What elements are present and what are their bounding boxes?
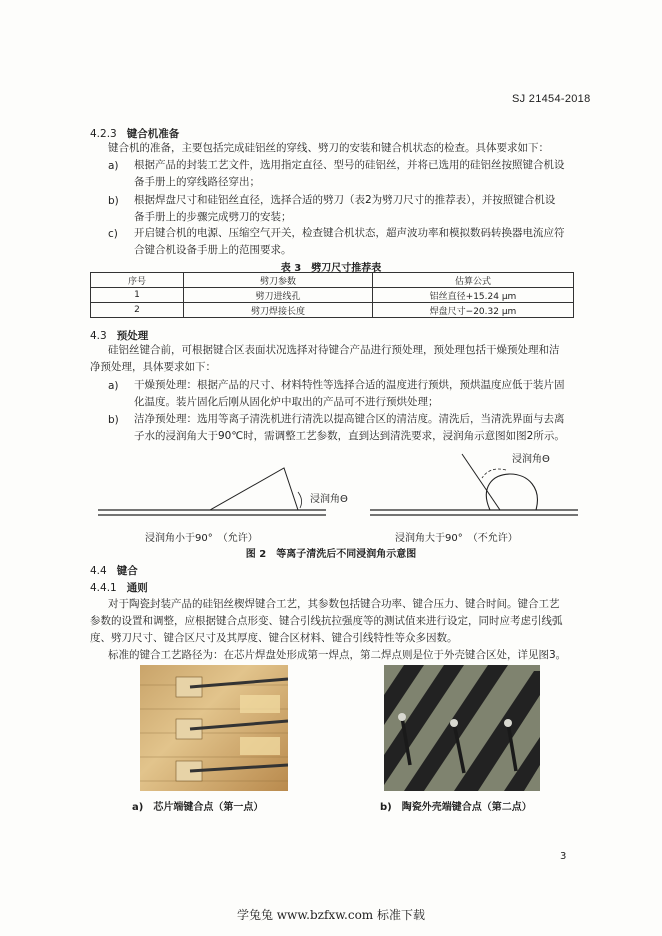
section-4-4-1-heading <box>90 580 148 595</box>
table-cell: 2 <box>91 303 184 318</box>
paragraph: 硅铝丝键合前，可根据键合区表面状况选择对待键合产品进行预处理，预处理包括干燥预处理和洁 <box>108 344 560 356</box>
table-row <box>91 288 574 303</box>
list-label: a) <box>108 160 119 172</box>
subfigure-label: 浸润角大于90° （不允许） <box>395 533 518 544</box>
section-number: 4.3 <box>90 330 107 342</box>
droplet-shape <box>486 474 537 510</box>
list-item-text: 干燥预处理：根据产品的尺寸、材料特性等选择合适的温度进行预烘，预烘温度应低于装片固 <box>134 379 565 391</box>
section-number: 4.2.3 <box>90 128 117 140</box>
column-header: 序号 <box>91 273 184 288</box>
chip-bond-illustration <box>140 665 288 791</box>
tangent-line <box>462 454 500 510</box>
paragraph: 净预处理，具体要求如下： <box>90 361 216 373</box>
angle-label: 浸润角Θ <box>310 494 348 505</box>
watermark-footer: 学兔兔 www.bzfxw.com 标准下载 <box>236 908 426 922</box>
list-item-text: 开启键合机的电源、压缩空气开关，检查键合机状态，超声波功率和模拟数码转换器电流应符 <box>134 227 565 239</box>
section-title: 键合机准备 <box>126 128 180 140</box>
section-title: 预处理 <box>116 330 149 342</box>
section-4-3-heading <box>90 328 148 343</box>
table-cell: 1 <box>91 288 184 303</box>
list-label: c) <box>108 228 118 240</box>
table-caption: 表 3 劈刀尺寸推荐表 <box>280 263 382 274</box>
list-item-text: 备手册上的穿线路径穿出； <box>134 176 260 188</box>
angle-arc <box>482 469 506 478</box>
section-4-2-3-heading <box>90 126 179 141</box>
standard-number: SJ 21454-2018 <box>512 93 591 105</box>
paragraph: 键合机的准备，主要包括完成硅铝丝的穿线、劈刀的安装和键合机状态的检查。具体要求如下： <box>108 142 549 154</box>
subfigure-label: b) 陶瓷外壳端键合点（第二点） <box>380 802 532 813</box>
section-4-4-heading <box>90 563 138 578</box>
blade-size-table <box>90 272 574 318</box>
paragraph: 标准的键合工艺路径为：在芯片焊盘处形成第一焊点，第二焊点则是位于外壳键合区处，详见图3。 <box>108 649 567 661</box>
list-item-text: 化温度。装片固化后刚从固化炉中取出的产品可不进行预烘处理； <box>134 396 439 408</box>
angle-arc <box>298 492 302 508</box>
angle-label: 浸润角Θ <box>512 454 550 465</box>
column-header: 劈刀参数 <box>184 273 373 288</box>
section-title: 键合 <box>116 565 138 577</box>
wetting-angle-figure <box>90 448 580 528</box>
table-cell: 铝丝直径+15.24 μm <box>373 288 574 303</box>
ceramic-bond-photo <box>384 665 540 791</box>
table-cell: 焊盘尺寸−20.32 μm <box>373 303 574 318</box>
list-label: b) <box>108 195 119 207</box>
table-cell: 劈刀进线孔 <box>184 288 373 303</box>
list-item-text: 根据焊盘尺寸和硅铝丝直径，选择合适的劈刀（表2为劈刀尺寸的推荐表），并按照键合机设 <box>134 194 556 206</box>
table-cell: 劈刀焊接长度 <box>184 303 373 318</box>
ceramic-bond-illustration <box>384 665 540 791</box>
list-item-text: 合键合机设备手册上的范围要求。 <box>134 244 292 256</box>
list-item-text: 洁净预处理：选用等离子清洗机进行清洗以提高键合区的清洁度。清洗后，当清洗界面与去离 <box>134 413 565 425</box>
section-title: 通则 <box>126 582 148 594</box>
figure-caption: 图 2 等离子清洗后不同浸润角示意图 <box>245 549 417 560</box>
list-item-text: 子水的浸润角大于90℃时，需调整工艺参数，直到达到清洗要求，浸润角示意图如图2所示。 <box>134 430 565 442</box>
list-item-text: 备手册上的步骤完成劈刀的安装； <box>134 211 292 223</box>
chip-bond-photo <box>140 665 288 791</box>
list-item-text: 根据产品的封装工艺文件，选用指定直径、型号的硅铝丝，并将已选用的硅铝丝按照键合机设 <box>134 159 565 171</box>
subfigure-label: a) 芯片端键合点（第一点） <box>132 802 264 813</box>
column-header: 估算公式 <box>373 273 574 288</box>
droplet-shape <box>210 468 298 510</box>
subfigure-label: 浸润角小于90° （允许） <box>145 533 258 544</box>
list-label: b) <box>108 414 119 426</box>
list-label: a) <box>108 380 119 392</box>
paragraph: 对于陶瓷封装产品的硅铝丝楔焊键合工艺，其参数包括键合功率、键合压力、键合时间。键合工艺 <box>108 598 560 610</box>
section-number: 4.4 <box>90 565 107 577</box>
table-row <box>91 303 574 318</box>
paragraph: 参数的设置和调整，应根据键合点形变、键合引线抗拉强度等的测试值来进行设定，同时应考虑引线弧 <box>90 615 563 627</box>
table-header-row <box>91 273 574 288</box>
section-number: 4.4.1 <box>90 582 117 594</box>
paragraph: 度、劈刀尺寸、键合区尺寸及其厚度、键合区材料、键合引线特性等众多因数。 <box>90 632 458 644</box>
page-number: 3 <box>560 851 567 862</box>
